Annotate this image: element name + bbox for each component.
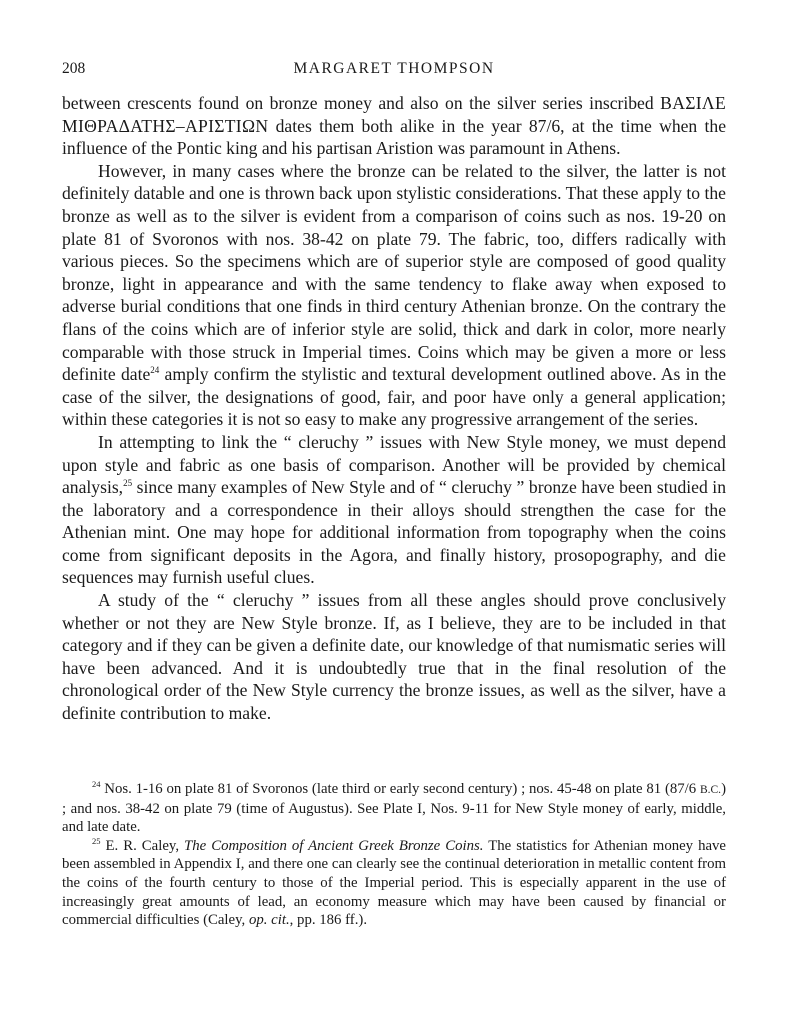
page-number: 208 [62,60,86,77]
footnote-number: 25 [92,835,101,846]
footnote-ref-25: 25 [123,478,133,489]
cited-title: The Composition of Ancient Greek Bronze Coins. [184,837,484,854]
footnotes [62,780,726,930]
footnote-number: 24 [92,779,101,789]
footnote-ref-24: 24 [150,365,160,376]
paragraph-2: However, in many cases where the bronze can be related to the silver, the latter is not definitely datable and one is thrown back upon stylistic considerations. That these apply to the bronze as well as to the silver is evident from a comparison of coins such as nos. 19-20 on plate 81 of Svoronos with nos. 38-42 on plate 79. The fabric, too, differs radically with various pieces. So the specimens which are of superior style are composed of good quality bronze, light in appearance and with the same tendency to flake away when exposed to adverse burial conditions that one finds in third century Athenian bronze. On the contrary the flans of the coins which are of inferior style are solid, thick and dark in color, more nearly comparable with those struck in Imperial times. Coins which may be given a more or less definite date$^{24}$ amply confirm the stylistic and textural development outlined above. As in the case of the silver, the designations of good, fair, and poor have only a general application; within these categories it is not so easy to make any progressive arrangement of the series. [62,160,727,430]
paragraph-1: between crescents found on bronze money and also on the silver series inscribed ΒΑΣΙΛΕ ΜΙΘΡΑΔΑΤΗΣ–ΑΡΙΣΤΙΩΝ dates them both alike in the year 87/6, at the time when the influence of the Pontic king and his partisan Aristion was paramount in Athens. [62,93,726,159]
paragraph-4: A study of the “ cleruchy ” issues from all these angles should prove conclusively whether or not they are New Style bronze. If, as I believe, they are to be included in that category and if they can be given a definite date, our knowledge of that numismatic series will have been advanced. And it is undoubtedly true that in the final resolution of the chronological order of the New Style currency the bronze issues, as well as the silver, have a definite contribution to make. [62,590,726,724]
body-text [62,92,726,725]
running-head: MARGARET THOMPSON [293,60,495,77]
greek-inscription: ΒΑΣΙΛΕ ΜΙΘΡΑΔΑΤΗΣ–ΑΡΙΣΤΙΩΝ [62,93,726,136]
page-header [62,60,726,82]
paragraph-3: In attempting to link the “ cleruchy ” issues with New Style money, we must depend upon style and fabric as one basis of comparison. Another will be provided by chemical analysis,$^{25}$ since many examples of New Style and of “ cleruchy ” bronze have been studied in the laboratory and a correspondence in their alloys should strengthen the case for the Athenian mint. One may hope for additional information from topography when the coins come from significant deposits in the Agora, and finally history, prosopography, and die sequences may furnish useful clues. [62,431,726,588]
footnote-25: $^{25}$ E. R. Caley, The Composition of Ancient Greek Bronze Coins. The statistics for Athenian money have been assembled in Appendix I, and there one can clearly see the continual deterioration in metallic content from the coins of the fourth century to those of the Imperial period. This is especially apparent in the use of increasingly great amounts of lead, an economy measure which may have been caused by financial or commercial difficulties (Caley, op. cit., pp. 186 ff.). [62,835,727,929]
footnote-24: $^{24}$ Nos. 1-16 on plate 81 of Svoronos (late third or early second century) ; nos. 45-48 on plate 81 (87/6 B.C.) ; and nos. 38-42 on plate 79 (time of Augustus). See Plate I, Nos. 9-11 for New Style money of early, middle, and late date. [62,779,726,836]
